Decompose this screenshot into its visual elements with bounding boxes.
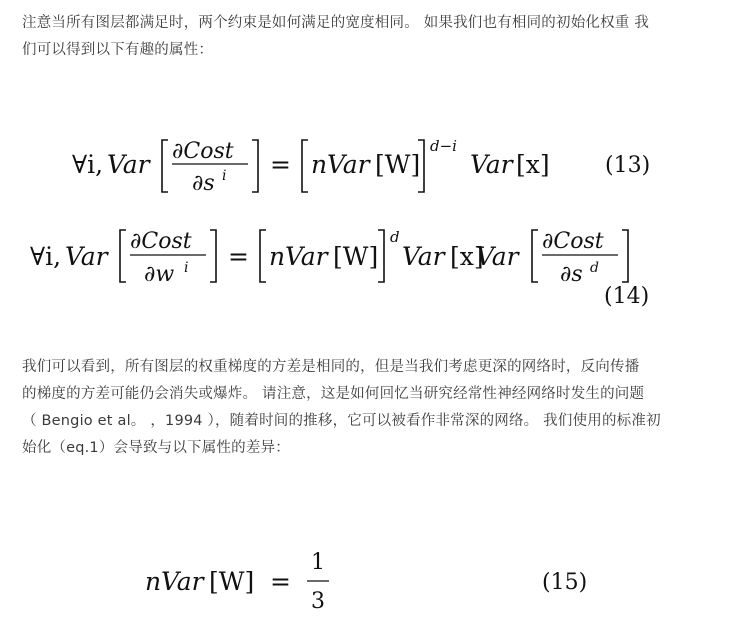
eq15-equals: = bbox=[270, 567, 291, 596]
eq15-W: [W] bbox=[209, 567, 255, 596]
eq13-left-bracket bbox=[162, 140, 168, 192]
eq14-n: n bbox=[269, 242, 286, 271]
eq15-var: Var bbox=[161, 567, 204, 596]
paragraph-line: （ Bengio et al。 ，1994 ），随着时间的推移，它可以被看作非常深的网络。 我们使用的标准初 bbox=[22, 413, 661, 429]
eq14-var4: Var bbox=[476, 242, 519, 271]
eq14-var: Var bbox=[65, 242, 108, 271]
paragraph-line: 我们可以看到，所有图层的权重梯度的方差是相同的，但是当我们考虑更深的网络时，反向传播 bbox=[22, 359, 640, 375]
eq15-n: n bbox=[145, 567, 162, 596]
eq14-var3: Var bbox=[402, 242, 445, 271]
eq13-equals: = bbox=[270, 150, 291, 179]
eq15-frac-num: 1 bbox=[311, 550, 325, 575]
eq14-equals: = bbox=[228, 242, 249, 271]
eq13-exponent: d−i bbox=[430, 137, 457, 155]
equation-14 bbox=[30, 228, 649, 309]
equation-15 bbox=[145, 550, 587, 614]
eq13-var3: Var bbox=[470, 150, 513, 179]
paragraph-line: 注意当所有图层都满足时，两个约束是如何满足的宽度相同。 如果我们也有相同的初始化权重 我 bbox=[22, 15, 650, 31]
eq14-forall: ∀i, bbox=[30, 242, 62, 271]
eq15-frac-den: 3 bbox=[311, 589, 325, 614]
eq14-left-bracket-2 bbox=[260, 230, 266, 282]
eq13-var: Var bbox=[107, 150, 150, 179]
eq13-partial-den: ∂s bbox=[192, 171, 215, 196]
eq13-W: [W] bbox=[375, 150, 421, 179]
paragraph-line: 始化（eq.1）会导致与以下属性的差异： bbox=[22, 440, 290, 456]
eq15-number: (15) bbox=[542, 570, 588, 595]
equation-13 bbox=[72, 137, 650, 196]
eq14-partial-num: ∂Cost bbox=[130, 229, 192, 254]
eq13-sup-i: i bbox=[222, 168, 227, 184]
eq14-right-bracket-2 bbox=[378, 230, 384, 282]
eq14-x: [x] bbox=[450, 242, 484, 271]
eq13-left-bracket-2 bbox=[302, 140, 308, 192]
eq13-x: [x] bbox=[516, 150, 550, 179]
eq14-exponent: d bbox=[390, 228, 400, 246]
eq13-n: n bbox=[311, 150, 328, 179]
eq13-forall: ∀i, bbox=[72, 150, 104, 179]
eq14-right-bracket bbox=[210, 230, 216, 282]
eq14-var2: Var bbox=[285, 242, 328, 271]
eq13-right-bracket bbox=[252, 140, 258, 192]
eq13-partial-num: ∂Cost bbox=[172, 139, 234, 164]
eq14-partial-den: ∂w bbox=[144, 262, 175, 287]
paragraph-line: 们可以得到以下有趣的属性： bbox=[22, 42, 214, 58]
eq14-sup-i: i bbox=[184, 260, 189, 276]
eq14-left-bracket-3 bbox=[532, 230, 538, 282]
eq14-right-bracket-3 bbox=[622, 230, 628, 282]
eq13-var2: Var bbox=[327, 150, 370, 179]
eq14-partial-den-2: ∂s bbox=[560, 262, 583, 287]
eq14-partial-num-2: ∂Cost bbox=[542, 229, 604, 254]
eq14-W: [W] bbox=[333, 242, 379, 271]
eq14-left-bracket bbox=[120, 230, 126, 282]
paragraph-explanation bbox=[22, 354, 722, 462]
eq14-number: (14) bbox=[604, 284, 650, 309]
paragraph-line: 的梯度的方差可能仍会消失或爆炸。 请注意，这是如何回忆当研究经常性神经网络时发生的问题 bbox=[22, 386, 645, 402]
eq13-number: (13) bbox=[605, 153, 651, 178]
eq14-sup-d: d bbox=[590, 260, 599, 276]
